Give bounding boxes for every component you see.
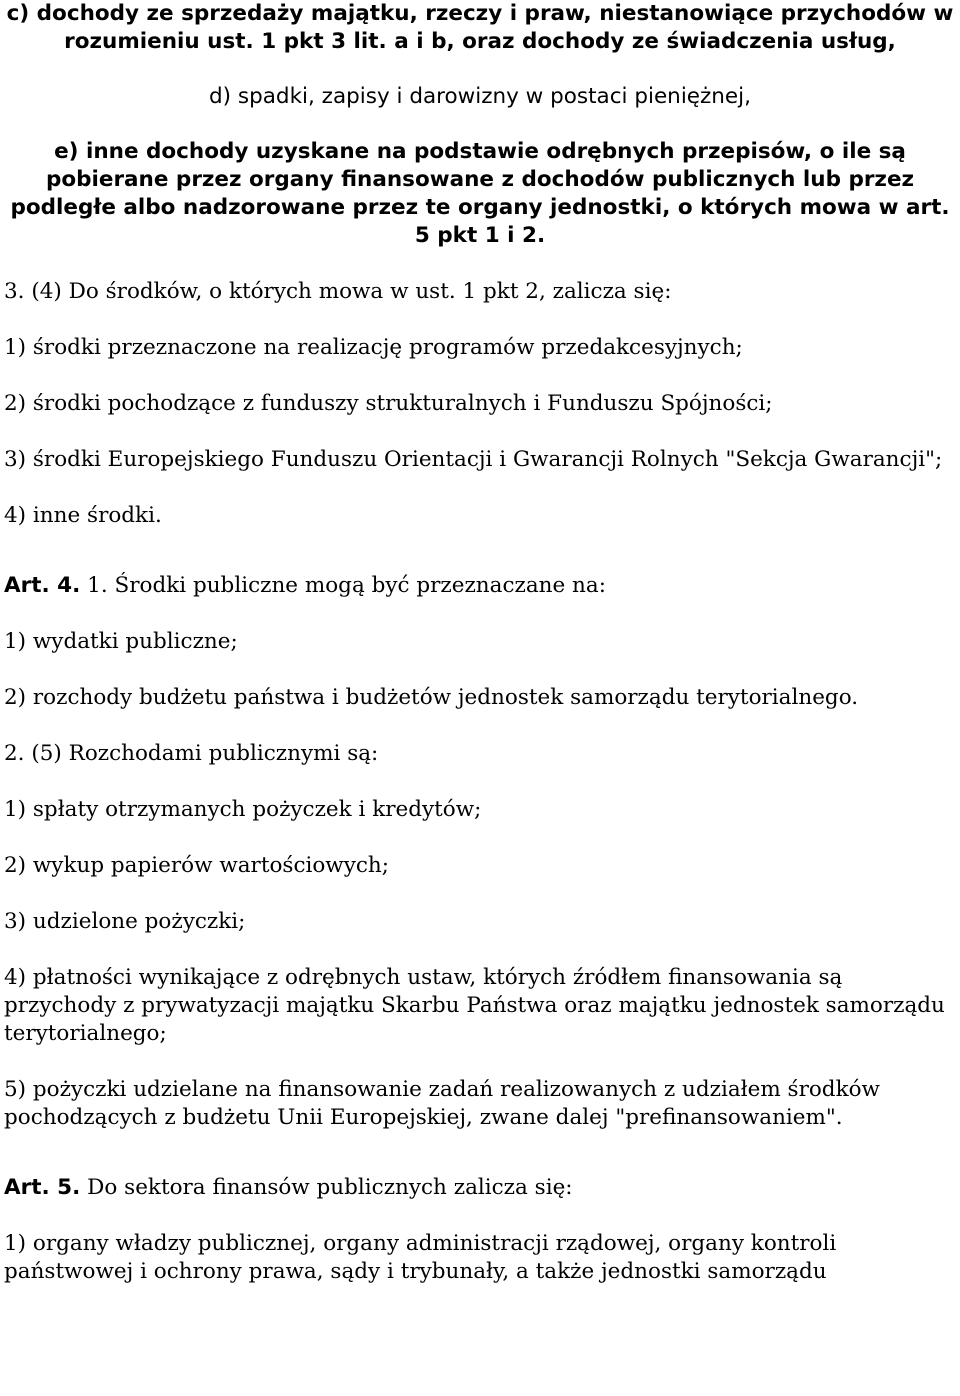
sec3-item-2: 2) środki pochodzące z funduszy strukturalnych i Funduszu Spójności; [4,391,773,416]
sec3-item-1: 1) środki przeznaczone na realizację programów przedakcesyjnych; [4,335,743,360]
sec3-intro: 3. (4) Do środków, o których mowa w ust. 1 pkt 2, zalicza się: [4,279,672,304]
art4-item-2: 2) rozchody budżetu państwa i budżetów jednostek samorządu terytorialnego. [4,685,859,710]
art5-label: Art. 5. [4,1175,81,1200]
art4-sec2-item-4: 4) płatności wynikające z odrębnych ustaw, których źródłem finansowania są przychody z prywatyzacji majątku Skarbu Państwa oraz majątku jednostek samorządu terytorialnego; [4,965,945,1046]
item-c: c) dochody ze sprzedaży majątku, rzeczy i praw, niestanowiące przychodów w rozumieniu ust. 1 pkt 3 lit. a i b, oraz dochody ze świadczenia usług, [6,1,954,54]
art4-sec2-item-1: 1) spłaty otrzymanych pożyczek i kredytów; [4,797,482,822]
item-e: e) inne dochody uzyskane na podstawie odrębnych przepisów, o ile są pobierane przez organy finansowane z dochodów publicznych lub przez podległe albo nadzorowane przez te organy jednostki, o których mowa w art. 5 pkt 1 i 2. [10,139,950,248]
sec3-item-4: 4) inne środki. [4,503,162,528]
item-d-text: d) spadki, zapisy i darowizny w postaci pieniężnej, [209,84,751,109]
sec3-item-3: 3) środki Europejskiego Funduszu Orientacji i Gwarancji Rolnych "Sekcja Gwarancji"; [4,447,943,472]
art4-sec2-item-3: 3) udzielone pożyczki; [4,909,246,934]
art5-intro: Do sektora finansów publicznych zalicza się: [80,1175,573,1200]
art4-item-1: 1) wydatki publiczne; [4,629,238,654]
art4-sec2-item-2: 2) wykup papierów wartościowych; [4,853,389,878]
art5-item-1: 1) organy władzy publicznej, organy administracji rządowej, organy kontroli państwowej i ochrony prawa, sądy i trybunały, a także jednostki samorządu [4,1231,837,1284]
document-page [4,0,956,1286]
art4-intro: 1. Środki publiczne mogą być przeznaczane na: [80,573,606,598]
art4-label: Art. 4. [4,573,81,598]
art4-sec2-intro: 2. (5) Rozchodami publicznymi są: [4,741,379,766]
art4-heading [4,572,956,600]
item-d [4,83,956,111]
art5-heading [4,1174,956,1202]
art4-sec2-item-5: 5) pożyczki udzielane na finansowanie zadań realizowanych z udziałem środków pochodzących z budżetu Unii Europejskiej, zwane dalej "prefinansowaniem". [4,1077,880,1130]
